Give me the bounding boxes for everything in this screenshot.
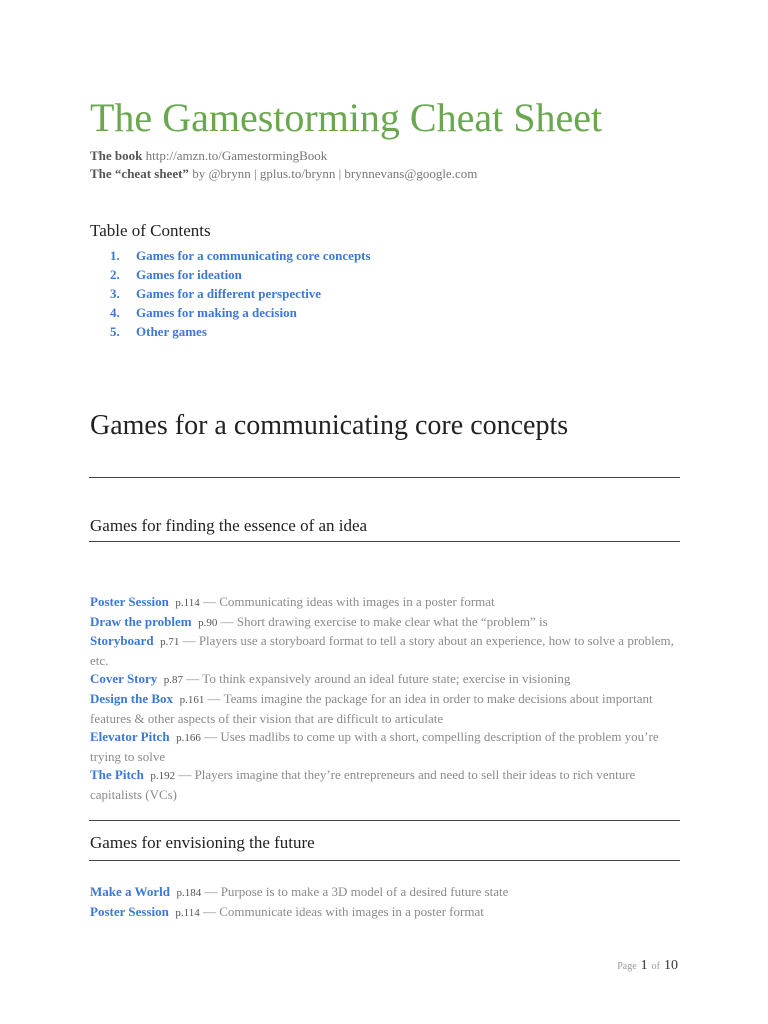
subsection-heading: Games for envisioning the future [90,833,315,852]
game-page: p.114 [175,597,200,609]
game-description: — Communicate ideas with images in a poster format [202,903,484,919]
of-label: of [651,961,660,972]
game-description: — Uses madlibs to come up with a short, compelling description of the problem you’re trying to solve [90,729,659,764]
subsection-divider [89,820,680,821]
game-description: — Teams imagine the package for an idea in order to make decisions about important features & other aspects of their vision that are difficult to articulate [90,690,653,726]
toc-item-label[interactable]: Games for making a decision [136,305,297,320]
game-page: p.192 [150,770,176,783]
list-item [90,632,680,670]
toc-item-number: 1. [110,248,120,263]
game-description: — Communicating ideas with images in a poster format [202,594,495,609]
essence-games-list [90,593,680,805]
toc-item[interactable] [110,303,371,322]
toc-item-label[interactable]: Games for a communicating core concepts [136,248,371,263]
future-games-list [90,883,680,922]
game-page: p.161 [179,693,205,706]
subsection-heading: Games for finding the essence of an idea [90,516,368,535]
page-current: 1 [640,958,648,973]
game-page: p.184 [176,887,202,899]
page-title: The Gamestorming Cheat Sheet [90,95,603,140]
book-line [90,147,477,165]
game-name[interactable]: Poster Session [90,594,169,609]
toc-item[interactable] [110,265,371,284]
book-label: The book [90,148,143,163]
game-name[interactable]: Cover Story [90,671,158,687]
game-page: p.71 [160,636,180,649]
game-name[interactable]: Make a World [90,884,170,899]
game-description: — Purpose is to make a 3D model of a desired future state [204,884,509,899]
section-divider [89,477,680,478]
list-item [90,766,680,804]
game-description: — Players use a storyboard format to tell a story about an experience, how to solve a problem, etc. [90,633,674,668]
list-item [90,728,680,766]
cheatsheet-line [90,165,477,183]
toc-item[interactable] [110,284,371,303]
toc-item-label[interactable]: Other games [136,324,207,339]
cheatsheet-credit: by @brynn | gplus.to/brynn | brynnevans@google.com [192,166,478,181]
toc-item-number: 5. [110,324,120,339]
game-description: — To think expansively around an ideal future state; exercise in visioning [186,671,571,687]
subsection-divider [89,541,680,542]
list-item [90,690,680,728]
game-name[interactable]: Elevator Pitch [90,729,170,745]
game-name[interactable]: Draw the problem [90,613,192,629]
page-label: Page [617,961,637,972]
toc-item-number: 4. [110,305,120,320]
game-page: p.114 [175,906,200,919]
game-name[interactable]: The Pitch [90,767,144,783]
toc-item[interactable] [110,322,371,341]
game-name[interactable]: Design the Box [90,690,174,706]
game-description: — Players imagine that they’re entrepreneurs and need to sell their ideas to rich venture capitalists (VCs) [90,767,636,802]
document-meta [90,147,477,183]
game-page: p.166 [176,732,201,745]
game-page: p.87 [163,674,184,687]
list-item [90,670,680,690]
game-name[interactable]: Storyboard [90,633,154,649]
game-page: p.90 [198,616,218,629]
toc-item-label[interactable]: Games for ideation [136,267,242,282]
list-item [90,903,680,923]
game-name[interactable]: Poster Session [90,903,169,919]
section-heading: Games for a communicating core concepts [90,410,569,441]
toc-heading: Table of Contents [90,221,211,240]
list-item [90,883,680,903]
game-description: — Short drawing exercise to make clear what the “problem” is [220,613,548,629]
toc-item-number: 3. [110,286,120,301]
cheatsheet-label: The “cheat sheet” [90,166,189,181]
subsection-divider [89,860,680,861]
page-number-footer [617,956,678,974]
book-link[interactable]: http://amzn.to/GamestormingBook [145,148,328,163]
page-total: 10 [664,958,678,973]
toc-item-label[interactable]: Games for a different perspective [136,286,322,301]
list-item [90,593,680,613]
toc-item-number: 2. [110,267,120,282]
toc-item[interactable] [110,246,371,265]
table-of-contents [110,246,371,341]
list-item [90,613,680,633]
